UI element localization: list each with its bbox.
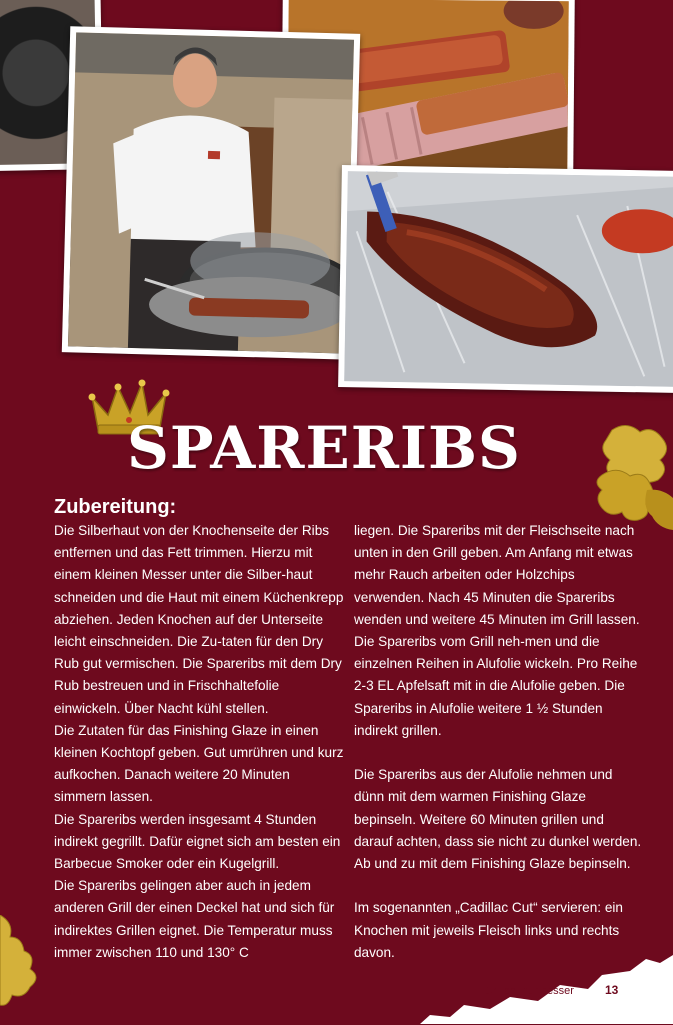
paragraph: Im sogenannten „Cadillac Cut“ servieren: ein Knochen mit jeweils Fleisch links und rechts davon. [354, 900, 623, 960]
page-title: SPARERIBS [127, 414, 521, 482]
right-text-column [354, 520, 644, 964]
page-number: 13 [605, 983, 619, 997]
gold-oak-leaf-icon [0, 915, 44, 1025]
paragraph: Die Spareribs gelingen aber auch in jedem anderen Grill der einen Deckel hat und sich für indirektes Grillen eignet. Die Temperatur muss immer zwischen 110 und 130° C [54, 878, 335, 960]
section-heading: Zubereitung: [54, 496, 177, 518]
paragraph-gap [354, 742, 644, 764]
paragraph: Die Spareribs werden insgesamt 4 Stunden indirekt gegrillt. Dafür eignet sich am besten ein Barbecue Smoker oder ein Kugelgrill. [54, 811, 341, 872]
paragraph-gap [354, 875, 644, 897]
paragraph: liegen. Die Spareribs mit der Fleischseite nach unten in den Grill geben. Am Anfang mit etwas mehr Rauch arbeiten oder Holzchips verwenden. Nach 45 Minuten die Spareribs wenden und weitere 45 Minuten im Grill lassen. Die Spareribs vom Grill neh-men und die einzelnen Reihen in Alufolie wickeln. Pro Reihe 2-3 EL Apfelsaft mit in die Alufolie geben. Die Spareribs in Alufolie weitere 1 ½ Stunden indirekt grillen. [354, 523, 640, 738]
footer-tagline: Grillen, nur besser [484, 985, 574, 997]
left-text-column [54, 520, 344, 964]
paragraph: Die Silberhaut von der Knochenseite der Ribs entfernen und das Fett trimmen. Hierzu mit einem kleinen Messer unter die Silber-haut schneiden und die Haut mit einem Küchenkrepp abziehen. Jeden Knochen auf der Unterseite leicht einschneiden. Die Zu-taten für den Dry Rub gut vermischen. Die Spareribs mit dem Dry Rub bestreuen und in Frischhaltefolie einwickeln. Über Nacht kühl stellen. [54, 523, 344, 716]
paragraph: Die Spareribs aus der Alufolie nehmen und dünn mit dem warmen Finishing Glaze bepinseln. Weitere 60 Minuten grillen und darauf achten, dass sie nicht zu dunkel werden. Ab und zu mit dem Finishing Glaze bepinseln. [354, 767, 642, 872]
gold-oak-leaf-icon [592, 420, 673, 530]
photo-glazed-ribs-on-foil [338, 165, 673, 393]
paragraph: Die Zutaten für das Finishing Glaze in einen kleinen Kochtopf geben. Gut umrühren und kurz aufkochen. Danach weitere 20 Minuten simmern lassen. [54, 722, 344, 805]
photo-man-grilling [62, 26, 360, 359]
